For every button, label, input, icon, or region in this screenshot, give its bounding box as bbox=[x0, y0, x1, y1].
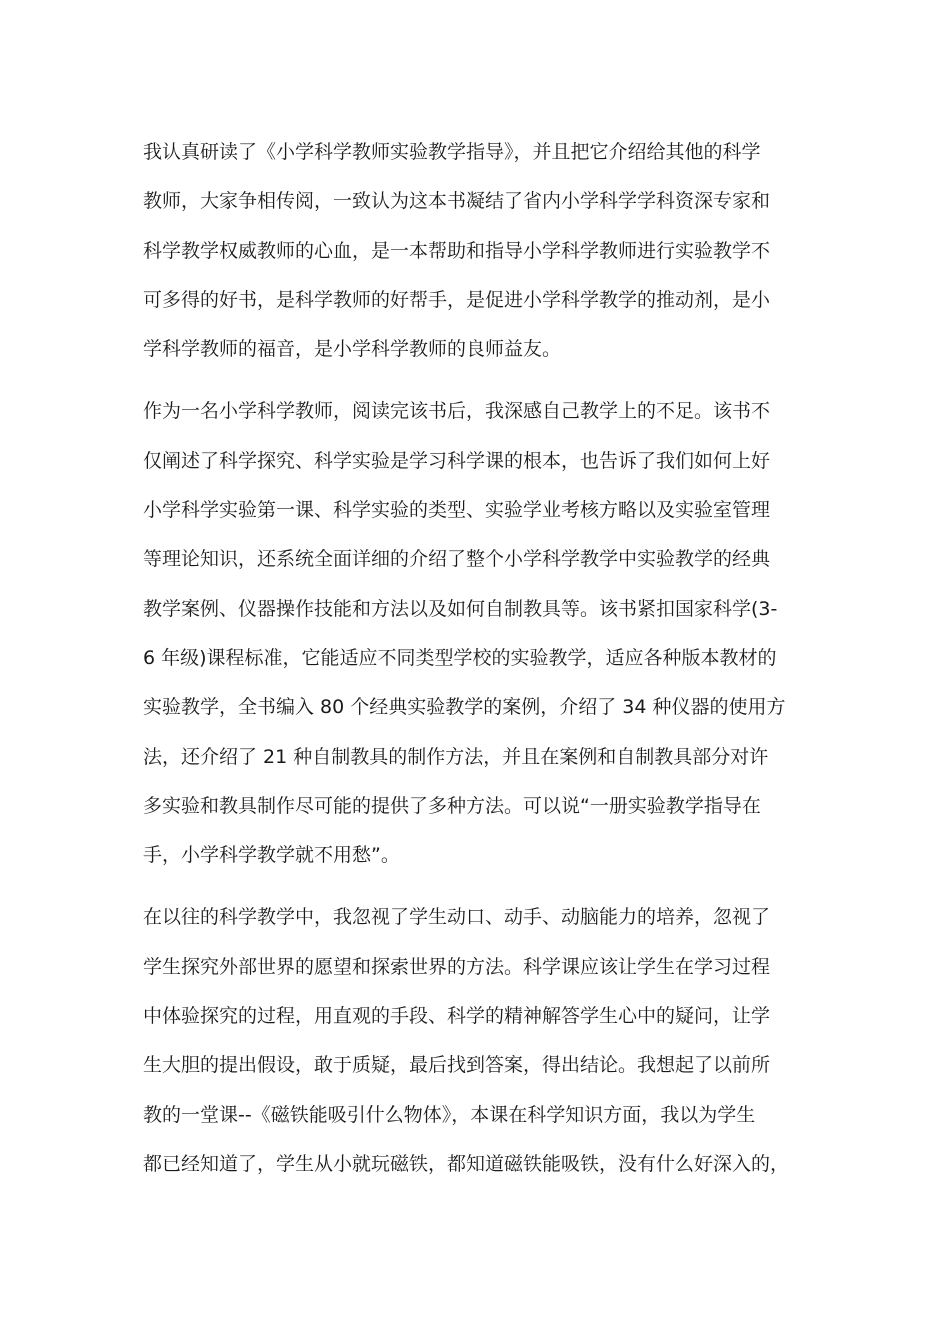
text-line: 我认真研读了《小学科学教师实验教学指导》，并且把它介绍给其他的科学 bbox=[143, 141, 761, 163]
text-line: 教学案例、仪器操作技能和方法以及如何自制教具等。该书紧扣国家科学(3- bbox=[143, 597, 778, 620]
paragraph-3 bbox=[143, 893, 807, 1189]
text-line: 教的一堂课--《磁铁能吸引什么物体》，本课在科学知识方面，我以为学生 bbox=[143, 1103, 756, 1126]
text-line: 6 年级)课程标准，它能适应不同类型学校的实验教学，适应各种版本教材的 bbox=[143, 646, 777, 669]
text-line: 仅阐述了科学探究、科学实验是学习科学课的根本，也告诉了我们如何上好 bbox=[143, 449, 771, 472]
text-line: 教师，大家争相传阅，一致认为这本书凝结了省内小学科学学科资深专家和 bbox=[143, 190, 771, 213]
text-line: 多实验和教具制作尽可能的提供了多种方法。可以说“一册实验教学指导在 bbox=[143, 794, 761, 817]
text-line: 中体验探究的过程，用直观的手段、科学的精神解答学生心中的疑问，让学 bbox=[143, 1005, 771, 1028]
text-line: 学生探究外部世界的愿望和探索世界的方法。科学课应该让学生在学习过程 bbox=[143, 955, 771, 978]
text-line: 法，还介绍了 21 种自制教具的制作方法，并且在案例和自制教具部分对许 bbox=[143, 745, 769, 768]
text-line: 在以往的科学教学中，我忽视了学生动口、动手、动脑能力的培养，忽视了 bbox=[143, 906, 771, 929]
text-line: 学科学教师的福音，是小学科学教师的良师益友。 bbox=[143, 338, 562, 361]
text-line: 都已经知道了，学生从小就玩磁铁，都知道磁铁能吸铁，没有什么好深入的， bbox=[143, 1152, 790, 1175]
text-line: 科学教学权威教师的心血，是一本帮助和指导小学科学教师进行实验教学不 bbox=[143, 239, 771, 262]
document-body bbox=[143, 128, 807, 1202]
text-line: 手，小学科学教学就不用愁”。 bbox=[143, 844, 400, 867]
text-line: 作为一名小学科学教师，阅读完该书后，我深感自己教学上的不足。该书不 bbox=[143, 400, 771, 423]
text-line: 生大胆的提出假设，敢于质疑，最后找到答案，得出结论。我想起了以前所 bbox=[143, 1054, 771, 1077]
text-line: 等理论知识，还系统全面详细的介绍了整个小学科学教学中实验教学的经典 bbox=[143, 548, 771, 571]
text-line: 实验教学，全书编入 80 个经典实验教学的案例，介绍了 34 种仪器的使用方 bbox=[143, 696, 786, 719]
paragraph-1 bbox=[143, 128, 807, 374]
text-line: 可多得的好书，是科学教师的好帮手，是促进小学科学教学的推动剂，是小 bbox=[143, 288, 771, 311]
paragraph-2 bbox=[143, 387, 807, 880]
text-line: 小学科学实验第一课、科学实验的类型、实验学业考核方略以及实验室管理 bbox=[143, 499, 771, 522]
